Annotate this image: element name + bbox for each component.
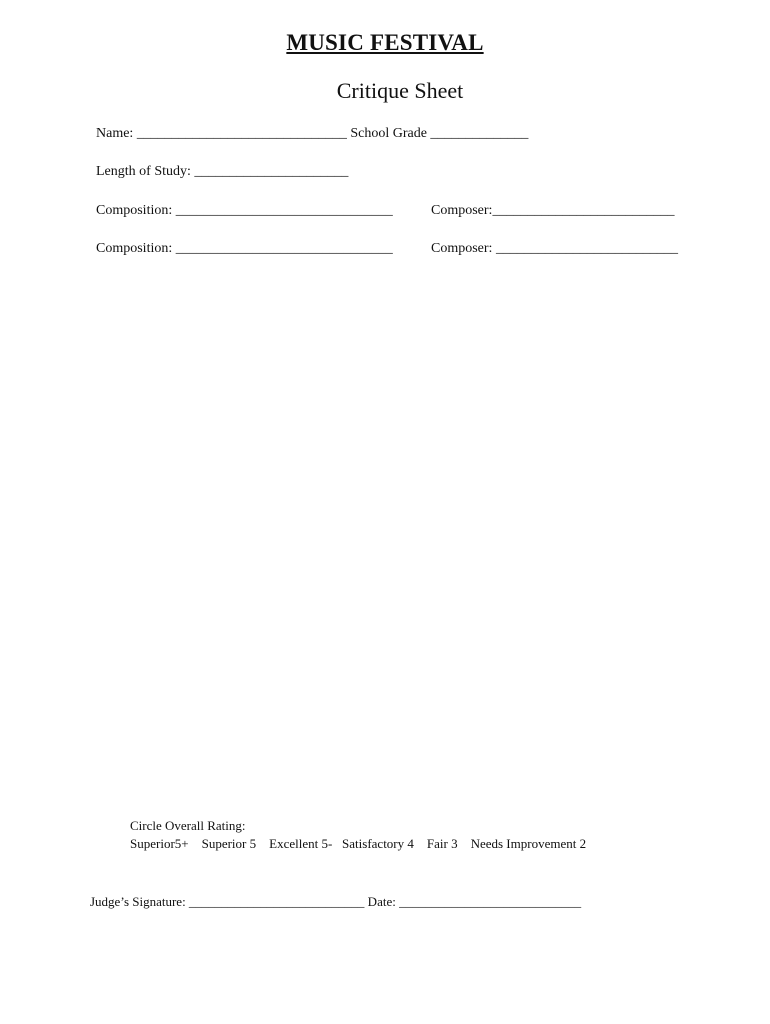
composition-line-2: Composition: _______________________________: [96, 241, 393, 256]
name-grade-line: Name: ______________________________ School Grade ______________: [96, 126, 529, 141]
page-title: MUSIC FESTIVAL: [286, 30, 484, 55]
rating-options: Superior5+ Superior 5 Excellent 5- Satisfactory 4 Fair 3 Needs Improvement 2: [130, 836, 587, 851]
page-subtitle: Critique Sheet: [336, 78, 464, 103]
composer-line-2: Composer: __________________________: [431, 241, 678, 256]
composition-line-1: Composition: _______________________________: [96, 203, 393, 218]
length-of-study-line: Length of Study: ______________________: [96, 164, 349, 179]
rating-label: Circle Overall Rating:: [130, 818, 246, 833]
composer-line-1: Composer:__________________________: [431, 203, 675, 218]
judge-signature-line: Judge’s Signature: ___________________________ Date: ____________________________: [90, 894, 582, 909]
